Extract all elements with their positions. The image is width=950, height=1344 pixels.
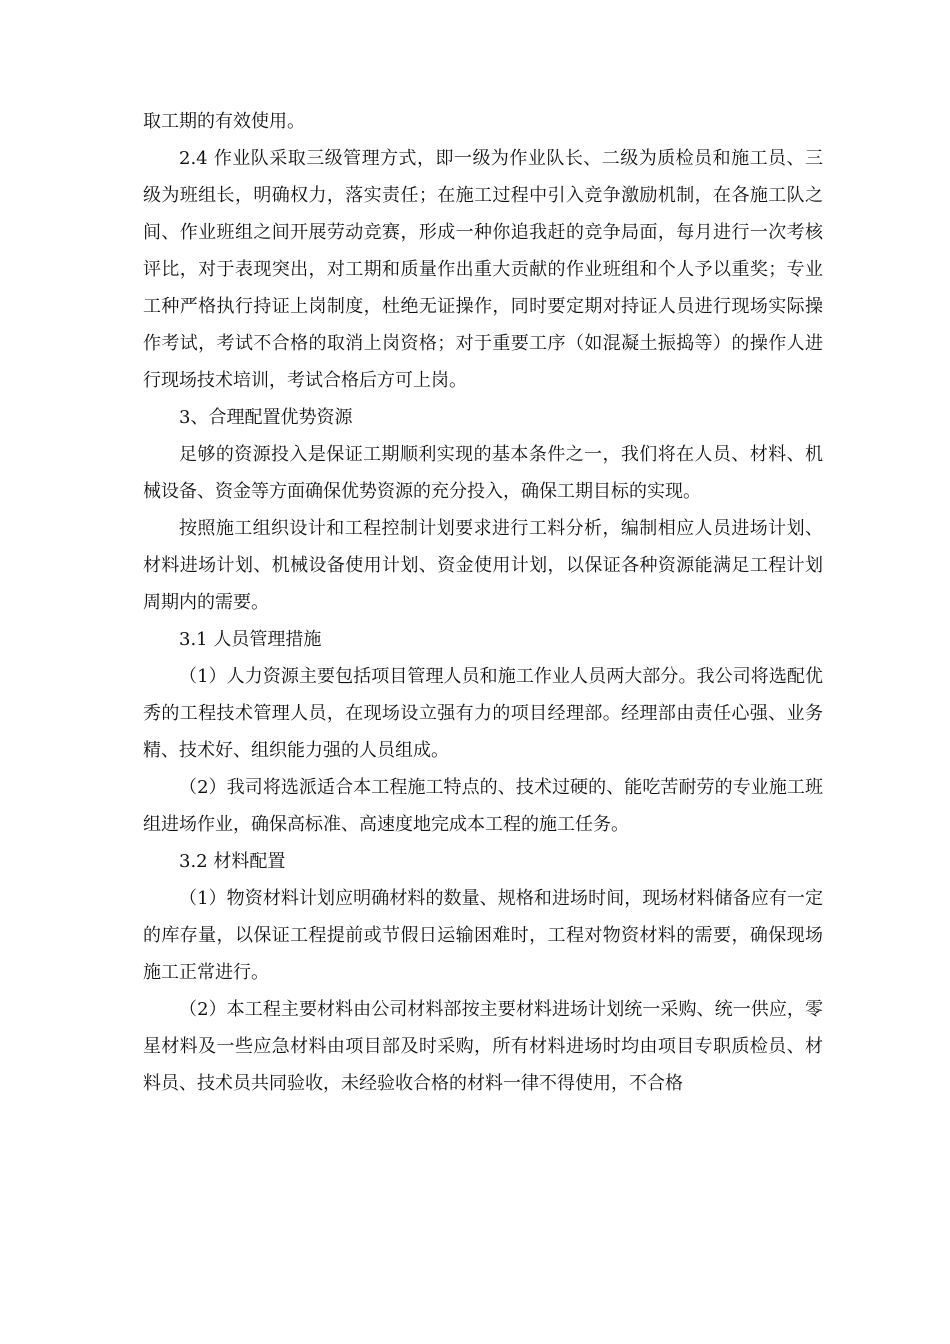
paragraph-resource-plan: 按照施工组织设计和工程控制计划要求进行工料分析，编制相应人员进场计划、材料进场计划、机械设备使用计划、资金使用计划，以保证各种资源能满足工程计划周期内的需要。	[143, 518, 823, 613]
paragraph-materials-1: （1）物资材料计划应明确材料的数量、规格和进场时间，现场材料储备应有一定的库存量，以保证工程提前或节假日运输困难时，工程对物资材料的需要，确保现场施工正常进行。	[143, 888, 823, 983]
heading-3-2-materials: 3.2 材料配置	[179, 851, 286, 872]
paragraph-materials-2: （2）本工程主要材料由公司材料部按主要材料进场计划统一采购、统一供应，零星材料及一些应急材料由项目部及时采购，所有材料进场时均由项目专职质检员、材料员、技术员共同验收，未经验收合格的材料一律不得使用，不合格	[143, 999, 823, 1094]
heading-3-1-personnel: 3.1 人员管理措施	[179, 629, 322, 650]
paragraph-continuation: 取工期的有效使用。	[143, 111, 305, 132]
paragraph-personnel-1: （1）人力资源主要包括项目管理人员和施工作业人员两大部分。我公司将选配优秀的工程技术管理人员，在现场设立强有力的项目经理部。经理部由责任心强、业务精、技术好、组织能力强的人员组成。	[143, 666, 823, 761]
document-body	[143, 103, 823, 1102]
paragraph-personnel-2: （2）我司将选派适合本工程施工特点的、技术过硬的、能吃苦耐劳的专业施工班组进场作业，确保高标准、高速度地完成本工程的施工任务。	[143, 777, 823, 835]
heading-3-resources: 3、合理配置优势资源	[179, 407, 353, 428]
paragraph-resource-input: 足够的资源投入是保证工期顺利实现的基本条件之一，我们将在人员、材料、机械设备、资金等方面确保优势资源的充分投入，确保工期目标的实现。	[143, 444, 823, 502]
paragraph-2-4-management: 2.4 作业队采取三级管理方式，即一级为作业队长、二级为质检员和施工员、三级为班组长，明确权力，落实责任；在施工过程中引入竞争激励机制，在各施工队之间、作业班组之间开展劳动竞赛，形成一种你追我赶的竞争局面，每月进行一次考核评比，对于表现突出，对工期和质量作出重大贡献的作业班组和个人予以重奖；专业工种严格执行持证上岗制度，杜绝无证操作，同时要定期对持证人员进行现场实际操作考试，考试不合格的取消上岗资格；对于重要工序（如混凝土振捣等）的操作人进行现场技术培训，考试合格后方可上岗。	[143, 148, 823, 391]
